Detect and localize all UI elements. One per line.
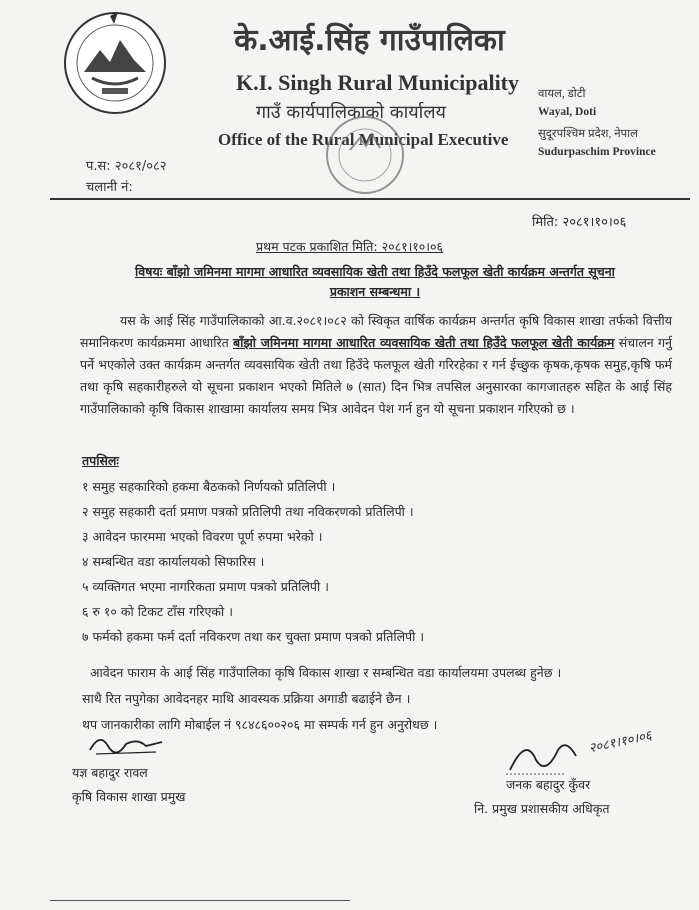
closing-note-1: आवेदन फाराम के आई सिंह गाउँपालिका कृषि विकास शाखा र सम्बन्धित वडा कार्यालयमा उपलब्ध हुनेछ । [90,665,562,680]
list-item: १ समुह सहकारिको हकमा बैठकको निर्णयको प्रतिलिपी । [82,479,336,494]
left-signature [86,728,166,762]
list-item: २ समुह सहकारी दर्ता प्रमाण पत्रको प्रतिलिपी तथा नविकरणको प्रतिलिपी । [82,504,414,519]
subject-line-1: विषयः बाँझो जमिनमा मागमा आधारित व्यवसायिक खेती तथा हिउँदे फलफूल खेती कार्यक्रम अन्तर्गत सूचना [135,264,615,279]
dispatch-number: चलानी नं: [86,180,133,195]
address-en-1: Wayal, Doti [538,106,597,118]
letter-date: मिति: २०८१।१०।०६ [532,215,627,230]
body-text-1: यस के आई सिंह गाउँपालिकाको आ.व.२०८१।०८२ को स्विकृत वार्षिक कार्यक्रम अन्तर्गत कृषि विकास शाखा तर्फको वित्तीय समानिकरण कार्यक्रममा आधारित [80,313,672,350]
list-item: ७ फर्मको हकमा फर्म दर्ता नविकरण तथा कर चुक्ता प्रमाण पत्रको प्रतिलिपी । [82,629,425,644]
right-signatory-name: जनक बहादुर कुँवर [506,777,591,792]
footer-rule [50,900,350,901]
header-divider [50,198,690,200]
tapasil-list [82,474,424,649]
reference-number: प.स: २०८१/०८२ [86,159,167,174]
subject [80,262,670,302]
body-text-2: संचालन गर्नु पर्ने भएकोले उक्त कार्यक्रम अन्तर्गत व्यवसायिक खेती तथा हिउँदे फलफूल खेती गरिरहेका र गर्न ईच्छुक कृषक,कृषक समुह,कृषि फर्म तथा कृषि सहकारीहरुले यो सूचना प्रकाशन भएको मितिले ७ (सात) दिन भित्र तपसिल अनुसारका कागजातहरु सहित के आई सिंह गाउँपालिकाको कृषि विकास शाखामा कार्यालय समय भित्र आवेदन पेश गर्न हुन यो सूचना प्रकाशन गरिएको छ । [80,335,672,416]
municipality-title-en: K.I. Singh Rural Municipality [236,70,520,95]
list-item: ३ आवेदन फारममा भएको विवरण पूर्ण रुपमा भरेको । [82,529,323,544]
right-signature-date: २०८१।१०।०६ [587,728,654,757]
body-program-name: बाँझो जमिनमा मागमा आधारित व्यवसायिक खेती तथा हिउँदे फलफूल खेती कार्यक्रम [232,335,615,350]
office-stamp [320,100,410,210]
closing-note-2: साथै रित नपुगेका आवेदनहर माथि आवस्यक प्रक्रिया अगाडी बढाईने छैन । [82,691,411,706]
address-np-2: सुदूरपश्चिम प्रदेश, नेपाल [538,128,638,140]
left-signatory-name: यज्ञ बहादुर रावल [72,765,148,780]
address-en-2: Sudurpaschim Province [538,146,656,158]
body-paragraph [80,310,672,420]
closing-note-3: थप जानकारीका लागि मोबाईल नं ९८४८६००२०६ मा सम्पर्क गर्न हुन अनुरोधछ । [82,717,438,732]
office-title-en: Office of the Rural Municipal Executive [218,130,509,149]
tapasil-heading: तपसिलः [82,453,119,468]
list-item: ५ व्यक्तिगत भएमा नागरिकता प्रमाण पत्रको प्रतिलिपी । [82,579,329,594]
published-date: प्रथम पटक प्रकाशित मिति: २०८१।१०।०६ [256,239,444,254]
list-item: ६ रु १० को टिकट टाँस गरिएको । [82,604,233,619]
subject-line-2: प्रकाशन सम्बन्धमा । [329,284,421,299]
office-title-np: गाउँ कार्यपालिकाको कार्यालय [256,102,446,123]
right-signatory-title: नि. प्रमुख प्रशासकीय अधिकृत [474,801,610,816]
address-np-1: वायल, डोटी [538,88,586,100]
left-signatory-title: कृषि विकास शाखा प्रमुख [72,789,186,804]
list-item: ४ सम्बन्धित वडा कार्यालयको सिफारिस । [82,554,265,569]
municipality-title-np: के.आई.सिंह गाउँपालिका [234,23,505,58]
